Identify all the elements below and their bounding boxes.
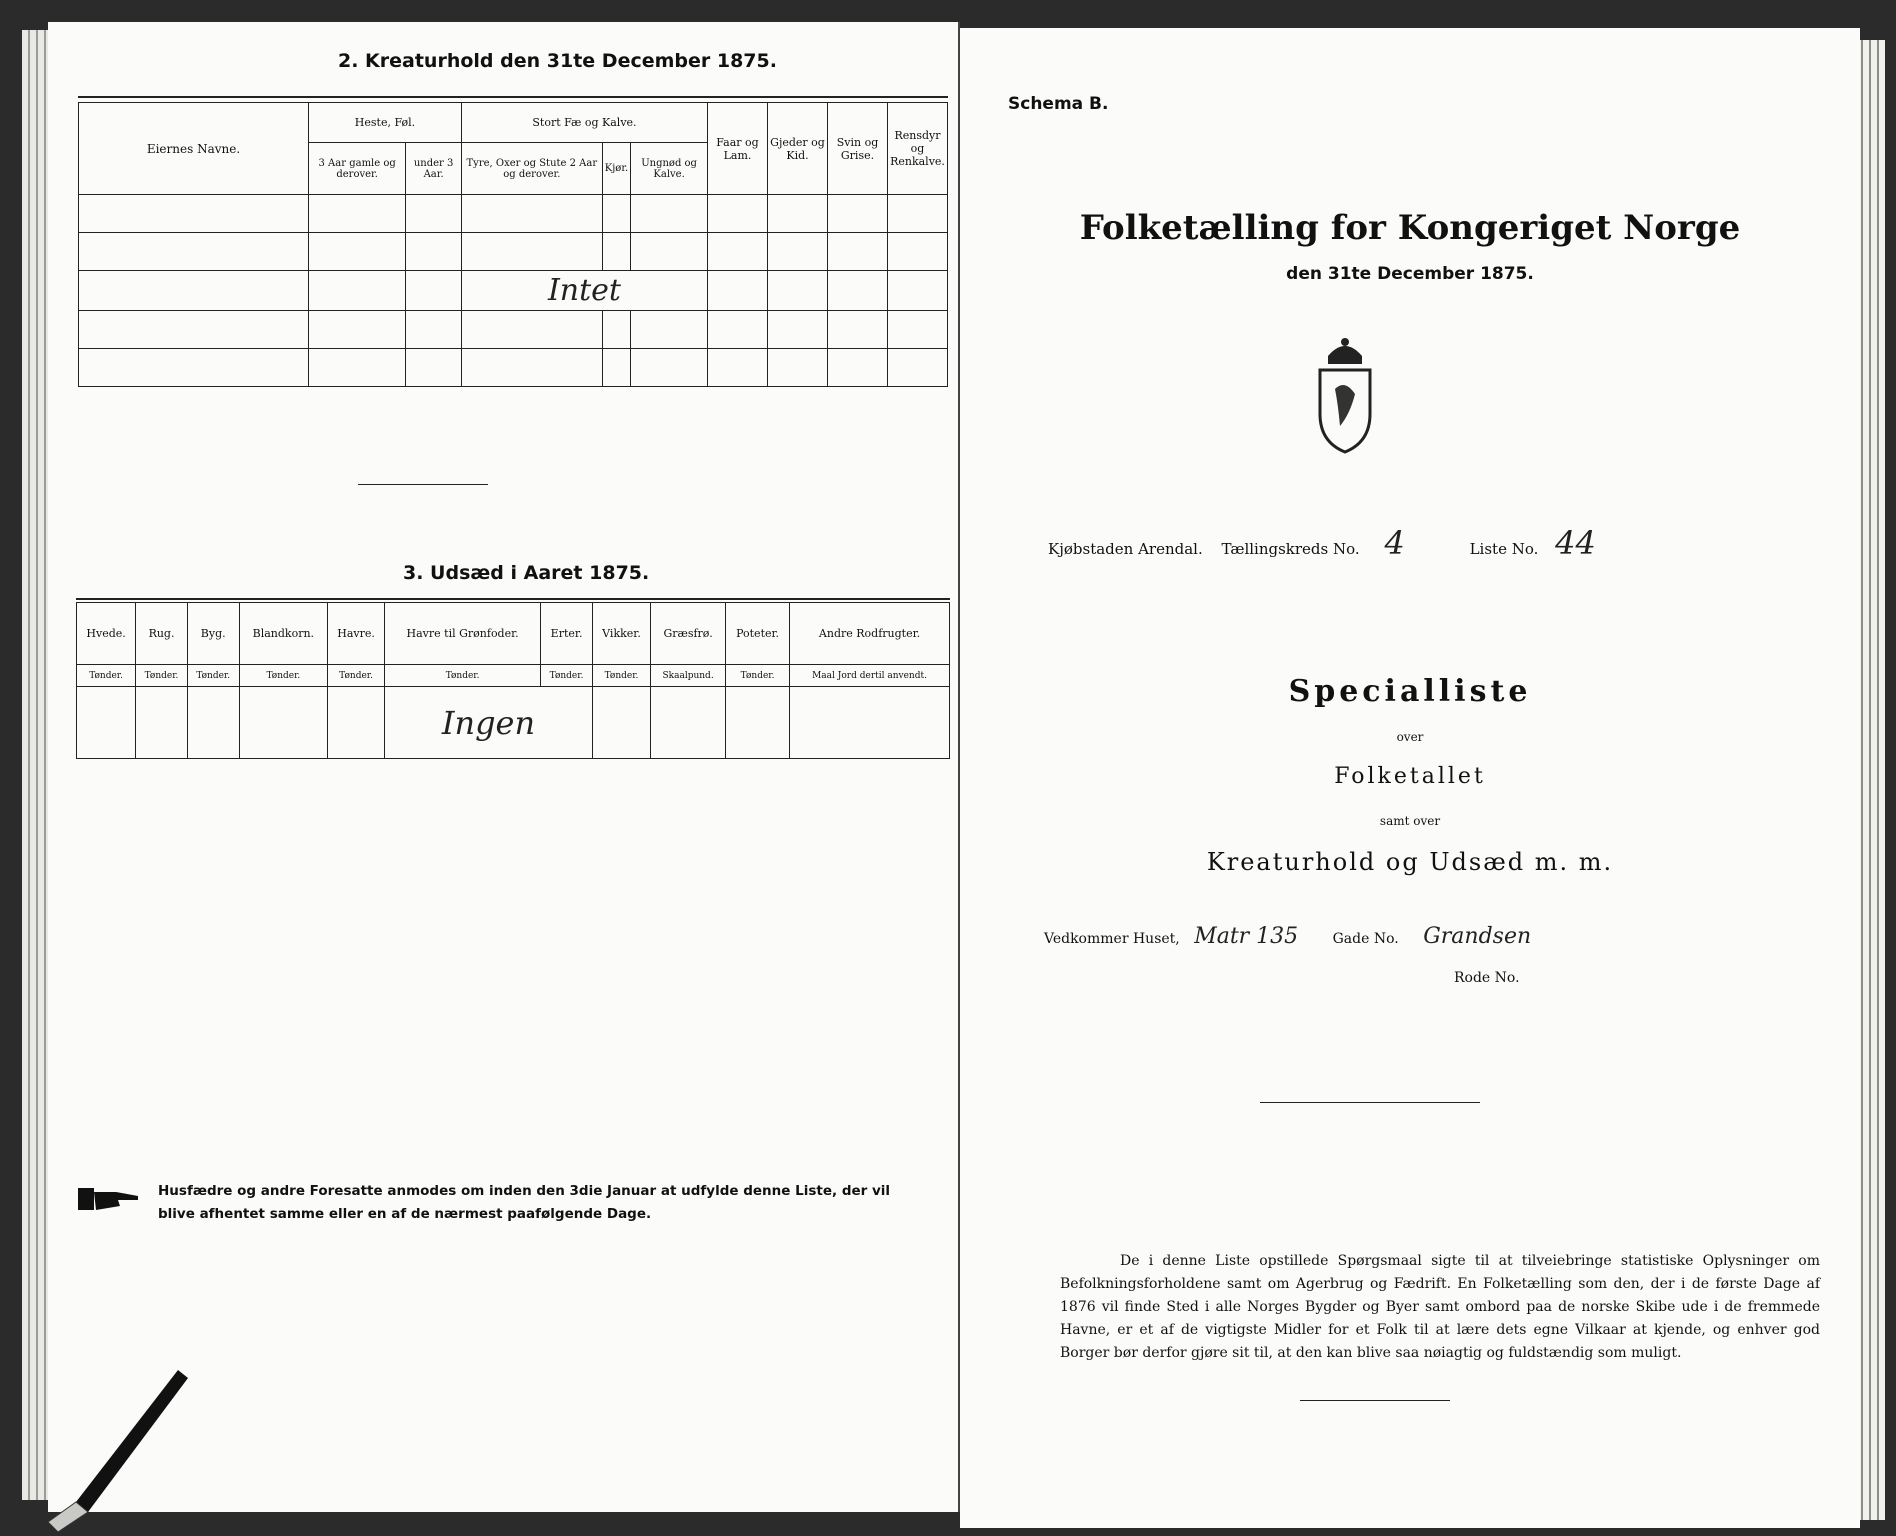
gade-value: Grandsen bbox=[1423, 924, 1532, 949]
vedkommer-label: Vedkommer Huset, bbox=[1044, 931, 1180, 947]
kreds-label: Tællingskreds No. bbox=[1221, 540, 1360, 558]
unit-root-fruits: Maal Jord dertil anvendt. bbox=[790, 665, 950, 687]
col-cows: Kjør. bbox=[602, 143, 630, 195]
right-page bbox=[960, 28, 1860, 1528]
house-value: Matr 135 bbox=[1194, 924, 1299, 949]
samt-over-text: samt over bbox=[1379, 814, 1441, 828]
section3-title: 3. Udsæd i Aaret 1875. bbox=[403, 562, 650, 584]
unit-peas: Tønder. bbox=[541, 665, 593, 687]
col-pigs: Svin og Grise. bbox=[828, 103, 888, 195]
crop-oats: Havre. bbox=[328, 603, 385, 665]
gade-label: Gade No. bbox=[1332, 931, 1399, 947]
crop-potatoes: Poteter. bbox=[726, 603, 790, 665]
section2-title: 2. Kreaturhold den 31te December 1875. bbox=[338, 50, 777, 72]
sowing-table bbox=[76, 602, 950, 759]
over-text: over bbox=[1396, 730, 1424, 744]
sowing-entry: Ingen bbox=[385, 687, 593, 759]
coat-of-arms-icon bbox=[1310, 334, 1380, 458]
form-title: Folketælling for Kongeriget Norge bbox=[1079, 208, 1741, 248]
kreds-value: 4 bbox=[1384, 524, 1405, 562]
col-sheep: Faar og Lam. bbox=[708, 103, 768, 195]
unit-rye: Tønder. bbox=[136, 665, 188, 687]
unit-mixed: Tønder. bbox=[239, 665, 328, 687]
col-horses-3yr: 3 Aar gamle og derover. bbox=[309, 143, 406, 195]
left-page bbox=[48, 22, 960, 1512]
schema-label: Schema B. bbox=[1008, 94, 1109, 114]
specialliste-heading: Specialliste bbox=[1288, 674, 1532, 709]
pen-icon bbox=[48, 1362, 188, 1536]
crop-vetch: Vikker. bbox=[592, 603, 650, 665]
notice-text: Husfædre og andre Foresatte anmodes om inden den 3die Januar at udfylde denne Liste, der vil blive afhentet samme eller en af de nærmest paafølgende Dage. bbox=[158, 1183, 891, 1222]
crop-rye: Rug. bbox=[136, 603, 188, 665]
unit-oats: Tønder. bbox=[328, 665, 385, 687]
folketallet-text: Folketallet bbox=[1334, 764, 1486, 789]
unit-grass-seed: Skaalpund. bbox=[651, 665, 726, 687]
crop-peas: Erter. bbox=[541, 603, 593, 665]
col-young-cattle: Ungnød og Kalve. bbox=[631, 143, 708, 195]
kreaturhold-text: Kreaturhold og Udsæd m. m. bbox=[1206, 848, 1614, 876]
owner-col-header: Eiernes Navne. bbox=[79, 103, 309, 195]
form-date: den 31te December 1875. bbox=[1286, 264, 1534, 284]
livestock-table bbox=[78, 102, 948, 387]
unit-wheat: Tønder. bbox=[77, 665, 136, 687]
location-line bbox=[1048, 524, 1596, 562]
crop-oats-fodder: Havre til Grønfoder. bbox=[385, 603, 541, 665]
col-reindeer: Rensdyr og Renkalve. bbox=[888, 103, 948, 195]
rode-label: Rode No. bbox=[1454, 970, 1520, 986]
crop-root-fruits: Andre Rodfrugter. bbox=[790, 603, 950, 665]
crop-barley: Byg. bbox=[187, 603, 239, 665]
pointing-hand-icon bbox=[76, 1182, 142, 1220]
liste-value: 44 bbox=[1555, 524, 1596, 562]
livestock-entry: Intet bbox=[461, 271, 707, 311]
cattle-group-header: Stort Fæ og Kalve. bbox=[461, 103, 707, 143]
col-goats: Gjeder og Kid. bbox=[768, 103, 828, 195]
house-line bbox=[1044, 924, 1531, 949]
unit-potatoes: Tønder. bbox=[726, 665, 790, 687]
liste-label: Liste No. bbox=[1469, 540, 1539, 558]
horses-group-header: Heste, Føl. bbox=[309, 103, 462, 143]
unit-oats-fodder: Tønder. bbox=[385, 665, 541, 687]
crop-mixed-grain: Blandkorn. bbox=[239, 603, 328, 665]
town-label: Kjøbstaden Arendal. bbox=[1048, 540, 1203, 558]
explanation-paragraph: De i denne Liste opstillede Spørgsmaal sigte til at tilveiebringe statistiske Oplysninger om Befolkningsforholdene samt om Agerbrug og Fædrift. En Folketælling som den, der i de første Dage af 1876 vil finde Sted i alle Norges Bygder og Byer samt ombord paa de norske Skibe ude i de fremmede Havne, er et af de vigtigste Midler for et Folk til at lære dets egne Vilkaar at kjende, og enhver god Borger bør derfor gjøre sit til, at den kan blive saa nøiagtig og fuldstændig som muligt. bbox=[1060, 1253, 1820, 1361]
unit-vetch: Tønder. bbox=[592, 665, 650, 687]
unit-barley: Tønder. bbox=[187, 665, 239, 687]
crop-grass-seed: Græsfrø. bbox=[651, 603, 726, 665]
col-bulls: Tyre, Oxer og Stute 2 Aar og derover. bbox=[461, 143, 602, 195]
col-horses-under3: under 3 Aar. bbox=[406, 143, 462, 195]
crop-wheat: Hvede. bbox=[77, 603, 136, 665]
